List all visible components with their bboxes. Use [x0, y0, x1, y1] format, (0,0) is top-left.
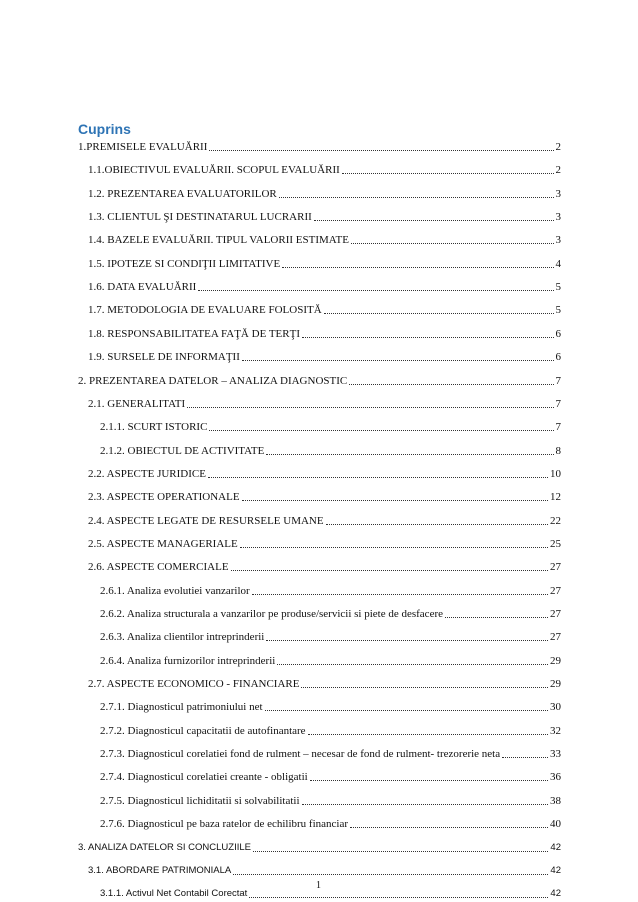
toc-entry-title: 2.7.6. Diagnosticul pe baza ratelor de echilibru financiar — [100, 818, 349, 831]
toc-dot-leader — [208, 477, 548, 478]
toc-entry-title: 1.6. DATA EVALUĂRII — [88, 281, 197, 294]
toc-entry[interactable] — [88, 864, 561, 878]
toc-entry[interactable] — [100, 794, 561, 808]
toc-entry-title: 1.3. CLIENTUL ŞI DESTINATARUL LUCRARII — [88, 211, 312, 224]
toc-entry[interactable] — [88, 210, 561, 224]
toc-entry-title: 1.2. PREZENTAREA EVALUATORILOR — [88, 187, 277, 200]
toc-entry-page: 7 — [555, 397, 561, 410]
toc-entry[interactable] — [100, 817, 561, 831]
toc-dot-leader — [342, 173, 554, 174]
toc-entry-page: 29 — [550, 654, 561, 667]
toc-entry-title: 2.7.3. Diagnosticul corelatiei fond de rulment – necesar de fond de rulment- trezorerie neta — [100, 748, 501, 761]
toc-entry-page: 42 — [550, 864, 561, 876]
toc-entry[interactable] — [88, 163, 561, 177]
toc-entry-title: 2. PREZENTAREA DATELOR – ANALIZA DIAGNOSTIC — [78, 374, 348, 387]
toc-entry[interactable] — [88, 327, 561, 341]
toc-entry-page: 40 — [550, 818, 561, 831]
toc-dot-leader — [266, 640, 548, 641]
toc-entry-title: 1.7. METODOLOGIA DE EVALUARE FOLOSITĂ — [88, 304, 322, 317]
toc-entry-page: 33 — [550, 748, 561, 761]
toc-entry-page: 42 — [550, 888, 561, 900]
toc-entry-page: 27 — [550, 631, 561, 644]
toc-entry-title: 2.1.2. OBIECTUL DE ACTIVITATE — [100, 444, 265, 457]
toc-dot-leader — [242, 500, 548, 501]
toc-entry-page: 3 — [555, 187, 561, 200]
toc-dot-leader — [350, 827, 548, 828]
toc-entry-title: 2.6. ASPECTE COMERCIALE — [88, 561, 229, 574]
toc-entry[interactable] — [88, 187, 561, 201]
toc-entry[interactable] — [88, 514, 561, 528]
toc-entry-page: 38 — [550, 794, 561, 807]
toc-entry-title: 2.6.2. Analiza structurala a vanzarilor pe produse/servicii si piete de desfacere — [100, 608, 443, 620]
toc-entry-title: 2.5. ASPECTE MANAGERIALE — [88, 537, 238, 550]
toc-entry-page: 7 — [555, 421, 561, 434]
toc-dot-leader — [252, 594, 548, 595]
toc-entry-title: 1.1.OBIECTIVUL EVALUĂRII. SCOPUL EVALUĂRII — [88, 164, 340, 177]
toc-entry[interactable] — [88, 350, 561, 364]
toc-entry[interactable] — [88, 537, 561, 551]
toc-entry-page: 5 — [555, 281, 561, 294]
toc-entry-title: 2.1.1. SCURT ISTORIC — [100, 421, 208, 434]
toc-entry-title: 3.1.1. Activul Net Contabil Corectat — [100, 888, 248, 900]
toc-dot-leader — [277, 664, 548, 665]
toc-entry-title: 3. ANALIZA DATELOR SI CONCLUZIILE — [78, 841, 251, 853]
toc-entry-title: 2.6.4. Analiza furnizorilor intreprinderii — [100, 654, 276, 667]
toc-entry[interactable] — [88, 257, 561, 271]
toc-dot-leader — [324, 313, 554, 314]
toc-dot-leader — [242, 360, 554, 361]
toc-entry-title: 2.6.1. Analiza evolutiei vanzarilor — [100, 584, 250, 597]
toc-entry[interactable] — [100, 887, 561, 901]
toc-entry-title: 1.4. BAZELE EVALUĂRII. TIPUL VALORII ESTIMATE — [88, 234, 349, 247]
page-number: 1 — [316, 880, 321, 891]
toc-dot-leader — [209, 150, 553, 151]
toc-entry[interactable] — [88, 233, 561, 247]
toc-entry-page: 36 — [550, 771, 561, 784]
toc-entry[interactable] — [78, 841, 561, 855]
toc-dot-leader — [265, 710, 548, 711]
toc-entry[interactable] — [88, 677, 561, 691]
toc-dot-leader — [198, 290, 553, 291]
toc-dot-leader — [233, 874, 548, 875]
toc-entry[interactable] — [88, 303, 561, 317]
toc-dot-leader — [301, 687, 548, 688]
toc-entry-title: 2.7.4. Diagnosticul corelatiei creante - obligatii — [100, 771, 308, 784]
toc-entry[interactable] — [100, 654, 561, 668]
toc-entry-title: 2.2. ASPECTE JURIDICE — [88, 467, 206, 480]
toc-entry[interactable] — [100, 584, 561, 598]
toc-entry[interactable] — [100, 747, 561, 761]
toc-entry-page: 32 — [550, 724, 561, 737]
toc-dot-leader — [351, 243, 554, 244]
toc-entry[interactable] — [100, 770, 561, 784]
toc-dot-leader — [302, 804, 548, 805]
toc-entry-title: 2.7.2. Diagnosticul capacitatii de autofinantare — [100, 724, 306, 737]
toc-entry-title: 1.8. RESPONSABILITATEA FAŢĂ DE TERŢI — [88, 327, 300, 340]
toc-entry-title: 2.7.1. Diagnosticul patrimoniului net — [100, 701, 263, 714]
toc-dot-leader — [310, 780, 548, 781]
toc-dot-leader — [253, 851, 548, 852]
toc-entry-page: 27 — [550, 584, 561, 597]
toc-entry[interactable] — [88, 397, 561, 411]
toc-entry[interactable] — [78, 140, 561, 154]
toc-dot-leader — [240, 547, 548, 548]
toc-entry-page: 2 — [555, 141, 561, 153]
toc-entry-page: 6 — [555, 327, 561, 340]
toc-entry-page: 3 — [555, 234, 561, 247]
toc-entry-page: 4 — [555, 257, 561, 270]
toc-entry-title: 1.9. SURSELE DE INFORMAŢII — [88, 351, 240, 364]
toc-entry-page: 27 — [550, 608, 561, 620]
toc-entry[interactable] — [100, 630, 561, 644]
toc-dot-leader — [282, 267, 553, 268]
toc-heading: Cuprins — [78, 121, 131, 137]
toc-dot-leader — [314, 220, 554, 221]
toc-dot-leader — [326, 524, 548, 525]
toc-dot-leader — [502, 757, 548, 758]
toc-entry-page: 25 — [550, 537, 561, 550]
toc-entry-title: 1.PREMISELE EVALUĂRII — [78, 141, 208, 153]
toc-entry-page: 6 — [555, 351, 561, 364]
toc-entry-title: 2.7.5. Diagnosticul lichiditatii si solvabilitatii — [100, 794, 300, 807]
toc-entry-page: 12 — [550, 491, 561, 504]
toc-dot-leader — [209, 430, 553, 431]
toc-entry-title: 1.5. IPOTEZE SI CONDIŢII LIMITATIVE — [88, 257, 281, 270]
toc-entry-title: 2.6.3. Analiza clientilor intreprinderii — [100, 631, 265, 644]
toc-entry-page: 29 — [550, 678, 561, 691]
toc-entry-page: 8 — [555, 444, 561, 457]
toc-entry[interactable] — [100, 724, 561, 738]
toc-entry[interactable] — [88, 280, 561, 294]
toc-entry[interactable] — [100, 420, 561, 434]
toc-entry-title: 2.3. ASPECTE OPERATIONALE — [88, 491, 240, 504]
toc-dot-leader — [266, 454, 553, 455]
toc-entry[interactable] — [88, 560, 561, 574]
toc-entry-page: 7 — [555, 374, 561, 387]
toc-dot-leader — [249, 897, 548, 898]
toc-entry-page: 42 — [550, 841, 561, 853]
toc-entry-page: 5 — [555, 304, 561, 317]
toc-entry[interactable] — [88, 467, 561, 481]
toc-entry[interactable] — [100, 444, 561, 458]
toc-entry-title: 2.7. ASPECTE ECONOMICO - FINANCIARE — [88, 678, 300, 691]
toc-dot-leader — [279, 197, 554, 198]
toc-entry-page: 3 — [555, 211, 561, 224]
toc-entry-title: 3.1. ABORDARE PATRIMONIALA — [88, 864, 232, 876]
toc-entry-page: 27 — [550, 561, 561, 574]
toc-dot-leader — [187, 407, 553, 408]
toc-entry-title: 2.4. ASPECTE LEGATE DE RESURSELE UMANE — [88, 514, 324, 527]
toc-entry[interactable] — [88, 490, 561, 504]
toc-entry-page: 2 — [555, 164, 561, 177]
toc-dot-leader — [445, 617, 548, 618]
toc-entry-title: 2.1. GENERALITATI — [88, 397, 186, 410]
toc-entry-page: 22 — [550, 514, 561, 527]
toc-dot-leader — [302, 337, 554, 338]
toc-dot-leader — [308, 734, 548, 735]
toc-dot-leader — [349, 384, 553, 385]
toc-entry[interactable] — [78, 374, 561, 388]
toc-entry-page: 10 — [550, 467, 561, 480]
toc-entry-page: 30 — [550, 701, 561, 714]
toc-dot-leader — [231, 570, 548, 571]
toc-entry[interactable] — [100, 607, 561, 621]
toc-entry[interactable] — [100, 700, 561, 714]
